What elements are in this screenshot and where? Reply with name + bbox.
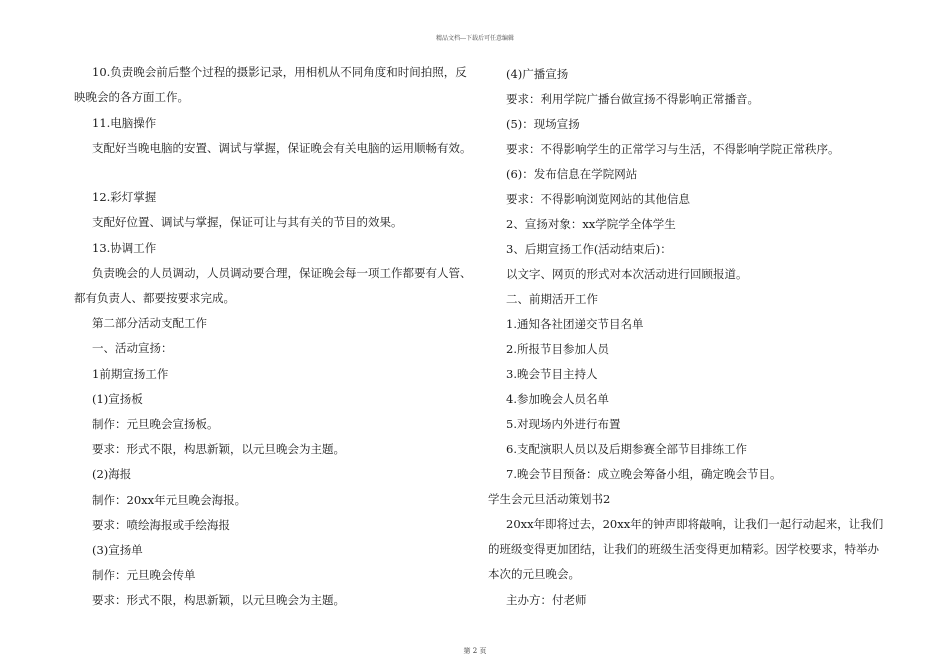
text-line: 以文字、网页的形式对本次活动进行回顾报道。: [506, 267, 748, 281]
text-line: 12.彩灯掌握: [92, 190, 157, 204]
text-line: (4)广播宣扬: [506, 67, 569, 81]
text-line: (6)：发布信息在学院网站: [506, 167, 638, 181]
text-line: (3)宣扬单: [92, 543, 143, 557]
text-line: 7.晚会节目预备：成立晚会筹备小组，确定晚会节目。: [506, 467, 782, 481]
text-line: 都有负责人、都要按要求完成。: [74, 291, 235, 305]
text-line: 负责晚会的人员调动，人员调动要合理，保证晚会每一项工作都要有人管、: [92, 266, 472, 280]
text-line: 10.负责晚会前后整个过程的摄影记录，用相机从不同角度和时间拍照，反: [92, 65, 467, 79]
page-header: 精品文档---下载后可任意编辑: [435, 35, 515, 42]
text-line: 11.电脑操作: [92, 116, 157, 130]
text-line: 要求：喷绘海报或手绘海报: [92, 518, 230, 532]
text-line: 要求：形式不限，构思新颖，以元旦晚会为主题。: [92, 442, 345, 456]
text-line: 本次的元旦晚会。: [488, 567, 580, 581]
text-line: 要求：利用学院广播台做宣扬不得影响正常播音。: [506, 92, 759, 106]
text-line: 1.通知各社团递交节目名单: [506, 317, 644, 331]
text-line: 4.参加晚会人员名单: [506, 392, 609, 406]
text-line: 制作：元旦晚会宣扬板。: [92, 417, 219, 431]
section-heading: 二、前期活开工作: [506, 292, 598, 306]
text-line: (5)：现场宣扬: [506, 117, 580, 131]
text-line: 1前期宣扬工作: [92, 367, 169, 381]
text-line: 2.所报节目参加人员: [506, 342, 609, 356]
text-line: 3、后期宣扬工作(活动结束后)：: [506, 242, 672, 256]
page-number: 第 2 页: [463, 647, 487, 655]
text-line: 一、活动宣扬：: [92, 341, 173, 355]
text-line: (1)宣扬板: [92, 392, 143, 406]
text-line: 2、宣扬对象：xx学院学全体学生: [506, 217, 676, 231]
text-line: 制作：20xx年元旦晚会海报。: [92, 493, 247, 507]
text-line: (2)海报: [92, 467, 132, 481]
text-line: 5.对现场内外进行布置: [506, 417, 621, 431]
text-line: 支配好位置、调试与掌握，保证可让与其有关的节目的效果。: [92, 215, 403, 229]
text-line: 制作：元旦晚会传单: [92, 568, 196, 582]
text-line: 20xx年即将过去，20xx年的钟声即将敲响，让我们一起行动起来，让我们: [506, 517, 884, 531]
text-line: 映晚会的各方面工作。: [74, 90, 189, 104]
text-line: 要求：不得影响浏览网站的其他信息: [506, 192, 690, 206]
text-line: 13.协调工作: [92, 241, 157, 255]
text-line: 的班级变得更加团结，让我们的班级生活变得更加精彩。因学校要求，特举办: [488, 542, 879, 556]
text-line: 要求：不得影响学生的正常学习与生活，不得影响学院正常秩序。: [506, 142, 840, 156]
text-line: 6.支配演职人员以及后期参赛全部节目排练工作: [506, 442, 747, 456]
section-heading: 第二部分活动支配工作: [92, 316, 207, 330]
text-line: 要求：形式不限，构思新颖，以元旦晚会为主题。: [92, 593, 345, 607]
text-line: 3.晚会节目主持人: [506, 367, 598, 381]
document-title: 学生会元旦活动策划书2: [488, 492, 611, 506]
text-line: 支配好当晚电脑的安置、调试与掌握，保证晚会有关电脑的运用顺畅有效。: [92, 141, 472, 155]
text-line: 主办方：付老师: [506, 593, 587, 607]
